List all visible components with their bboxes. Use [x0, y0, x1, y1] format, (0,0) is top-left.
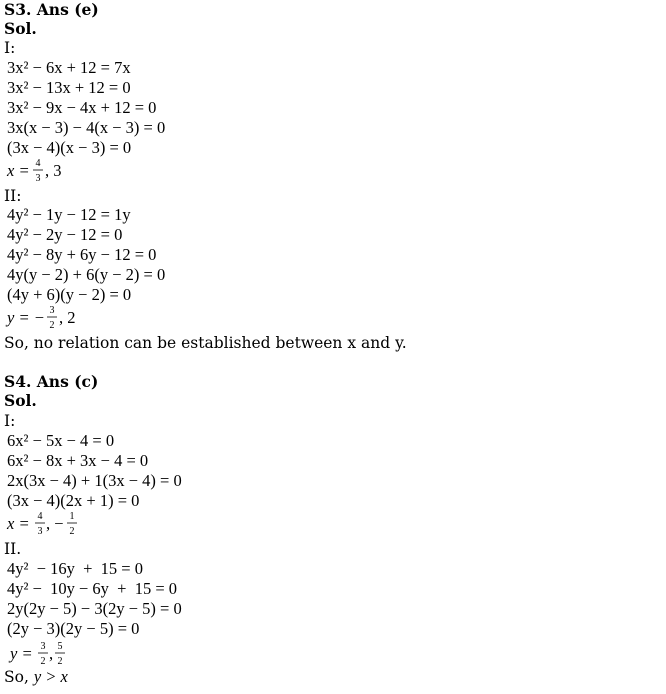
s3-x-frac-den: 3	[35, 173, 41, 184]
s3-eq3: 3x² − 9x − 4x + 12 = 0	[7, 98, 157, 117]
s4-y-solution	[10, 638, 120, 667]
s3-y-frac-den: 2	[49, 320, 55, 331]
s3-x-solution	[7, 155, 97, 184]
s4-eq2: 6x² − 8x + 3x − 4 = 0	[7, 451, 149, 470]
s4-y-result-prefix: y =	[10, 644, 33, 663]
s4-part2-label: II.	[4, 540, 22, 558]
s3-conclusion: So, no relation can be established between x and y.	[4, 334, 407, 352]
s3-heading: S3. Ans (e)	[4, 0, 99, 19]
s4-conclusion-math: y > x	[33, 667, 68, 686]
s3-y-solution	[7, 302, 107, 331]
s3-eq6: 4y² − 1y − 12 = 1y	[7, 205, 131, 224]
s3-eq4: 3x(x − 3) − 4(x − 3) = 0	[7, 118, 166, 137]
s4-y-frac2-den: 2	[57, 656, 63, 667]
s4-part1-label: I:	[4, 412, 16, 430]
s4-x-frac1-num: 4	[37, 511, 43, 522]
s3-eq5: (3x − 4)(x − 3) = 0	[7, 138, 132, 157]
s4-conclusion-prefix: So,	[4, 668, 34, 686]
s3-eq2: 3x² − 13x + 12 = 0	[7, 78, 131, 97]
s3-y-result-prefix: y = −	[7, 308, 45, 327]
s3-y-result-tail: , 2	[59, 308, 76, 327]
s3-eq9: 4y(y − 2) + 6(y − 2) = 0	[7, 265, 166, 284]
s4-x-frac1-den: 3	[37, 526, 43, 537]
s4-eq1: 6x² − 5x − 4 = 0	[7, 431, 115, 450]
s3-x-frac-num: 4	[35, 158, 41, 169]
s4-x-result-prefix: x =	[7, 514, 30, 533]
s4-eq8: (2y − 3)(2y − 5) = 0	[7, 619, 140, 638]
s4-eq3: 2x(3x − 4) + 1(3x − 4) = 0	[7, 471, 182, 490]
s3-x-result-tail: , 3	[45, 161, 62, 180]
s4-x-result-mid: , −	[46, 514, 64, 533]
s3-eq8: 4y² − 8y + 6y − 12 = 0	[7, 245, 157, 264]
s3-sol-label: Sol.	[4, 19, 37, 38]
s4-conclusion	[4, 667, 68, 687]
s3-eq10: (4y + 6)(y − 2) = 0	[7, 285, 132, 304]
s4-x-frac2-den: 2	[69, 526, 75, 537]
s4-eq6: 4y² − 10y − 6y + 15 = 0	[7, 579, 178, 598]
s4-y-frac1-num: 3	[40, 641, 46, 652]
s3-eq7: 4y² − 2y − 12 = 0	[7, 225, 123, 244]
s4-eq7: 2y(2y − 5) − 3(2y − 5) = 0	[7, 599, 182, 618]
s4-eq5: 4y² − 16y + 15 = 0	[7, 559, 143, 578]
s3-part2-label: II:	[4, 187, 22, 205]
s4-y-result-mid: ,	[49, 644, 54, 663]
s4-heading: S4. Ans (c)	[4, 372, 99, 391]
s4-x-frac2-num: 1	[69, 511, 75, 522]
s4-eq4: (3x − 4)(2x + 1) = 0	[7, 491, 140, 510]
s3-y-frac-num: 3	[49, 305, 55, 316]
s4-sol-label: Sol.	[4, 391, 37, 410]
s3-eq1: 3x² − 6x + 12 = 7x	[7, 58, 131, 77]
s4-y-frac2-num: 5	[57, 641, 63, 652]
s3-part1-label: I:	[4, 39, 16, 57]
s4-y-frac1-den: 2	[40, 656, 46, 667]
s3-x-result-prefix: x =	[7, 161, 30, 180]
s4-x-solution	[7, 508, 117, 537]
